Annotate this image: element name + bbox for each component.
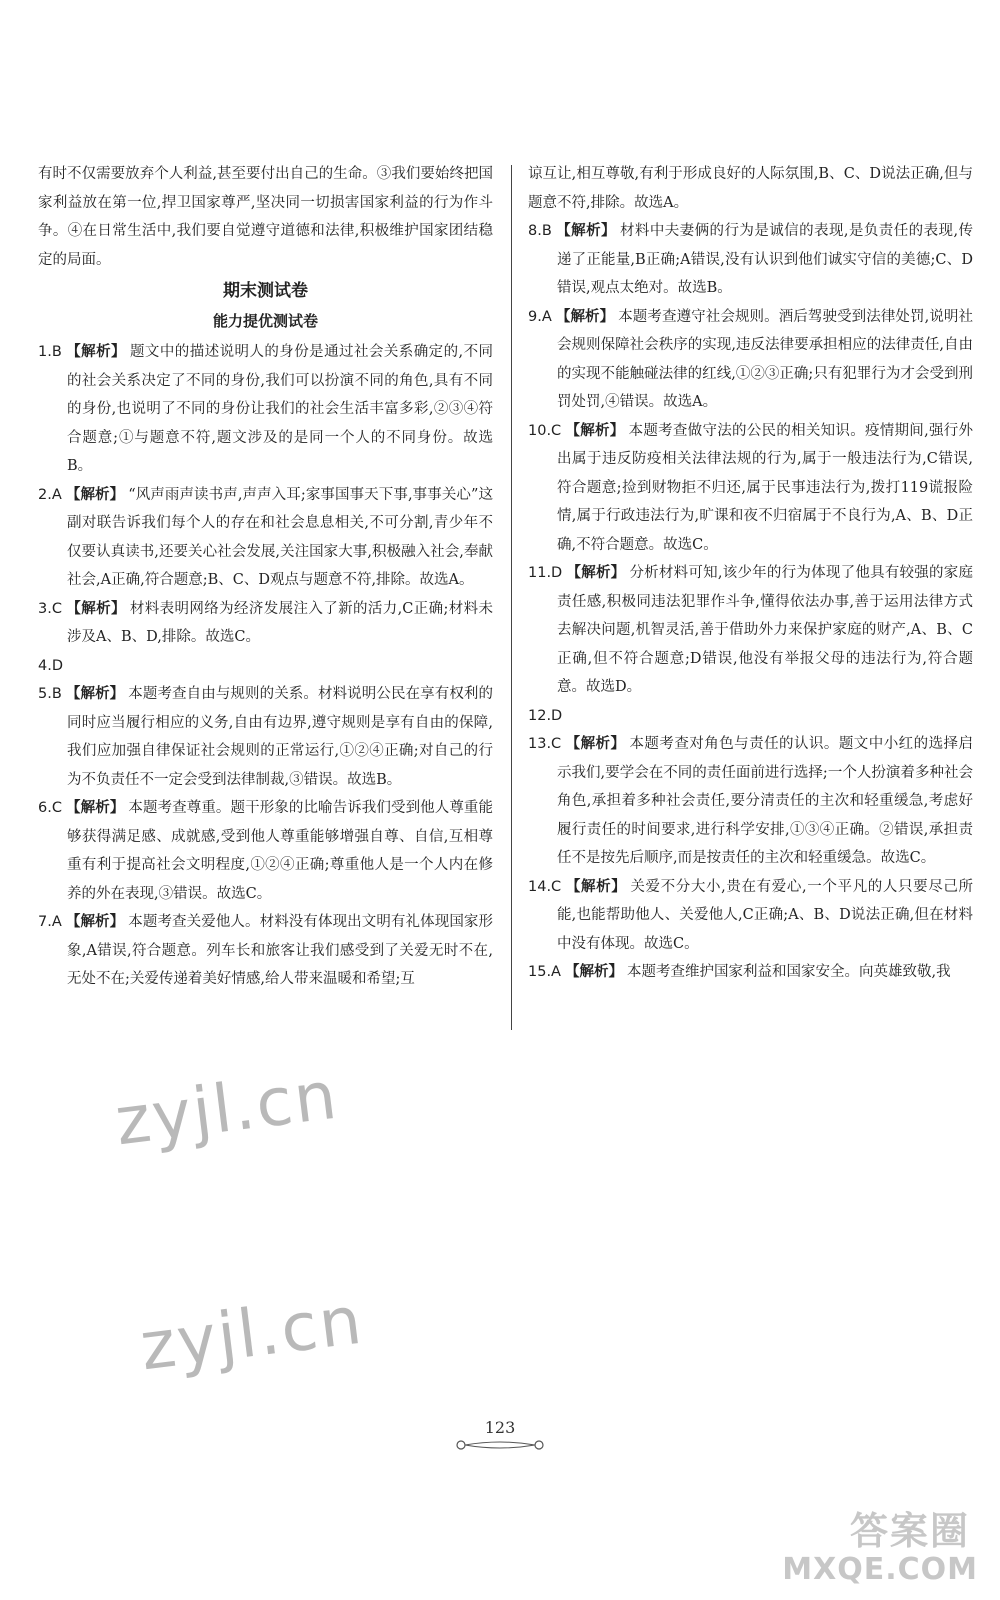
answer-explanation: 本题考查对角色与责任的认识。题文中小红的选择启示我们,要学会在不同的责任面前进行选择;一个人扮演着多种社会角色,承担着多种社会责任,要分清责任的主次和轻重缓急,考虑好履行责任的时间要求,进行科学安排,①③④正确。②错误,承担责任不是按先后顺序,而是按责任的主次和轻重缓急。故选C。 (557, 736, 973, 866)
answer-number: 2.A (38, 486, 62, 503)
right-answer-list (528, 217, 973, 987)
answer-item (38, 794, 493, 908)
answer-item (528, 873, 973, 959)
watermark-text: zyjl.cn (111, 1056, 343, 1161)
analysis-tag: 【解析】 (566, 565, 626, 581)
left-answer-list (38, 338, 493, 994)
watermark-text: zyjl.cn (136, 1281, 368, 1386)
answer-number: 5.B (38, 686, 62, 702)
answer-number: 13.C (528, 736, 562, 752)
answer-explanation: 本题考查遵守社会规则。酒后驾驶受到法律处罚,说明社会规则保障社会秩序的实现,违反法律要承担相应的法律责任,自由的实现不能触碰法律的红线,①②③正确;只有犯罪行为才会受到刑罚处罚,④错误。故选A。 (557, 308, 973, 410)
right-column (528, 160, 973, 987)
answer-explanation: 材料表明网络为经济发展注入了新的活力,C正确;材料未涉及A、B、D,排除。故选C。 (67, 600, 493, 645)
answer-item (38, 338, 493, 481)
answer-number: 11.D (528, 565, 563, 581)
answer-explanation: 关爱不分大小,贵在有爱心,一个平凡的人只要尽己所能,也能帮助他人、关爱他人,C正确;A、B、D说法正确,但在材料中没有体现。故选C。 (557, 878, 974, 952)
analysis-tag: 【解析】 (564, 964, 623, 980)
analysis-tag: 【解析】 (65, 600, 126, 617)
answer-number: 9.A (528, 308, 552, 325)
left-column (38, 160, 493, 994)
analysis-tag: 【解析】 (65, 800, 125, 816)
answer-item (38, 595, 493, 652)
answer-item (38, 680, 493, 794)
answer-explanation: 本题考查维护国家利益和国家安全。向英雄致敬,我 (626, 964, 951, 980)
answer-explanation: 本题考查尊重。题干形象的比喻告诉我们受到他人尊重能够获得满足感、成就感,受到他人尊重能够增强自尊、自信,互相尊重有利于提高社会文明程度,①②④正确;尊重他人是一个人内在修养的外在表现,③错误。故选C。 (67, 800, 493, 902)
answer-explanation: 本题考查做守法的公民的相关知识。疫情期间,强行外出属于违反防疫相关法律法规的行为,属于一般违法行为,C错误,符合题意;捡到财物拒不归还,属于民事违法行为,拨打119谎报险情,属于行政违法行为,旷课和夜不归宿属于不良行为,A、B、D正确,不符合题意。故选C。 (557, 422, 974, 553)
answer-item (528, 702, 973, 731)
left-intro-paragraph: 有时不仅需要放弃个人利益,甚至要付出自己的生命。③我们要始终把国家利益放在第一位,捍卫国家尊严,坚决同一切损害国家利益的行为作斗争。④在日常生活中,我们要自觉遵守道德和法律,积极维护国家团结稳定的局面。 (38, 166, 493, 268)
answer-number: 1.B (38, 344, 62, 360)
answer-explanation: 本题考查自由与规则的关系。材料说明公民在享有权利的同时应当履行相应的义务,自由有边界,遵守规则是享有自由的保障,我们应加强自律保证社会规则的正常运行,①②④正确;对自己的行为不负责任不一定会受到法律制裁,③错误。故选B。 (67, 686, 494, 788)
analysis-tag: 【解析】 (555, 308, 615, 325)
page-number: 123 (484, 1418, 516, 1437)
answer-number: 4.D (38, 657, 63, 674)
analysis-tag: 【解析】 (565, 736, 626, 752)
section-title: 期末测试卷 (223, 281, 308, 301)
analysis-tag: 【解析】 (65, 486, 125, 503)
answer-number: 7.A (38, 914, 62, 930)
answer-item (528, 217, 973, 303)
analysis-tag: 【解析】 (555, 223, 616, 239)
answer-explanation: 分析材料可知,该少年的行为体现了他具有较强的家庭责任感,积极同违法犯罪作斗争,懂得依法办事,善于运用法律方式去解决问题,机智灵活,善于借助外力来保护家庭的财产,A、B、C正确,但不符合题意;D错误,他没有举报父母的违法行为,符合题意。故选D。 (557, 565, 974, 695)
answer-item (528, 958, 973, 987)
answer-item (38, 652, 493, 681)
answer-number: 8.B (528, 223, 552, 239)
answer-item (528, 559, 973, 702)
answer-item (38, 908, 493, 994)
answer-number: 6.C (38, 800, 62, 816)
analysis-tag: 【解析】 (565, 878, 627, 895)
analysis-tag: 【解析】 (65, 686, 125, 702)
answer-item (38, 481, 493, 595)
answer-number: 3.C (38, 600, 62, 617)
answer-explanation: 本题考查关爱他人。材料没有体现出文明有礼体现国家形象,A错误,符合题意。列车长和旅客让我们感受到了关爱无时不在,无处不在;关爱传递着美好情感,给人带来温暖和希望;互 (67, 914, 494, 987)
analysis-tag: 【解析】 (65, 344, 126, 360)
answer-item (528, 417, 973, 560)
answer-number: 15.A (528, 964, 561, 980)
corner-logo-text: 答案圈 (849, 1509, 970, 1553)
analysis-tag: 【解析】 (565, 422, 625, 439)
answer-explanation: 材料中夫妻俩的行为是诚信的表现,是负责任的表现,传递了正能量,B正确;A错误,没有认识到他们诚实守信的美德;C、D错误,观点太绝对。故选B。 (557, 223, 974, 296)
answer-number: 12.D (528, 707, 563, 724)
answer-explanation: 题文中的描述说明人的身份是通过社会关系确定的,不同的社会关系决定了不同的身份,我们可以扮演不同的角色,具有不同的身份,也说明了不同的身份让我们的社会生活丰富多彩,②③④符合题意;①与题意不符,题文涉及的是同一个人的不同身份。故选B。 (67, 344, 493, 474)
page-ornament-icon (455, 1438, 545, 1452)
answer-explanation: “风声雨声读书声,声声入耳;家事国事天下事,事事关心”这副对联告诉我们每个人的存在和社会息息相关,不可分割,青少年不仅要认真读书,还要关心社会发展,关注国家大事,积极融入社会,奉献社会,A正确,符合题意;B、C、D观点与题意不符,排除。故选A。 (67, 486, 493, 588)
right-intro-paragraph: 谅互让,相互尊敬,有利于形成良好的人际氛围,B、C、D说法正确,但与题意不符,排除。故选A。 (528, 166, 973, 211)
analysis-tag: 【解析】 (65, 914, 125, 930)
subsection-title: 能力提优测试卷 (212, 312, 318, 330)
answer-number: 10.C (528, 422, 562, 439)
corner-logo-url: MXQE.COM (782, 1552, 978, 1587)
answer-item (528, 303, 973, 417)
answer-number: 14.C (528, 878, 562, 895)
column-divider (511, 165, 512, 1030)
answer-item (528, 730, 973, 873)
